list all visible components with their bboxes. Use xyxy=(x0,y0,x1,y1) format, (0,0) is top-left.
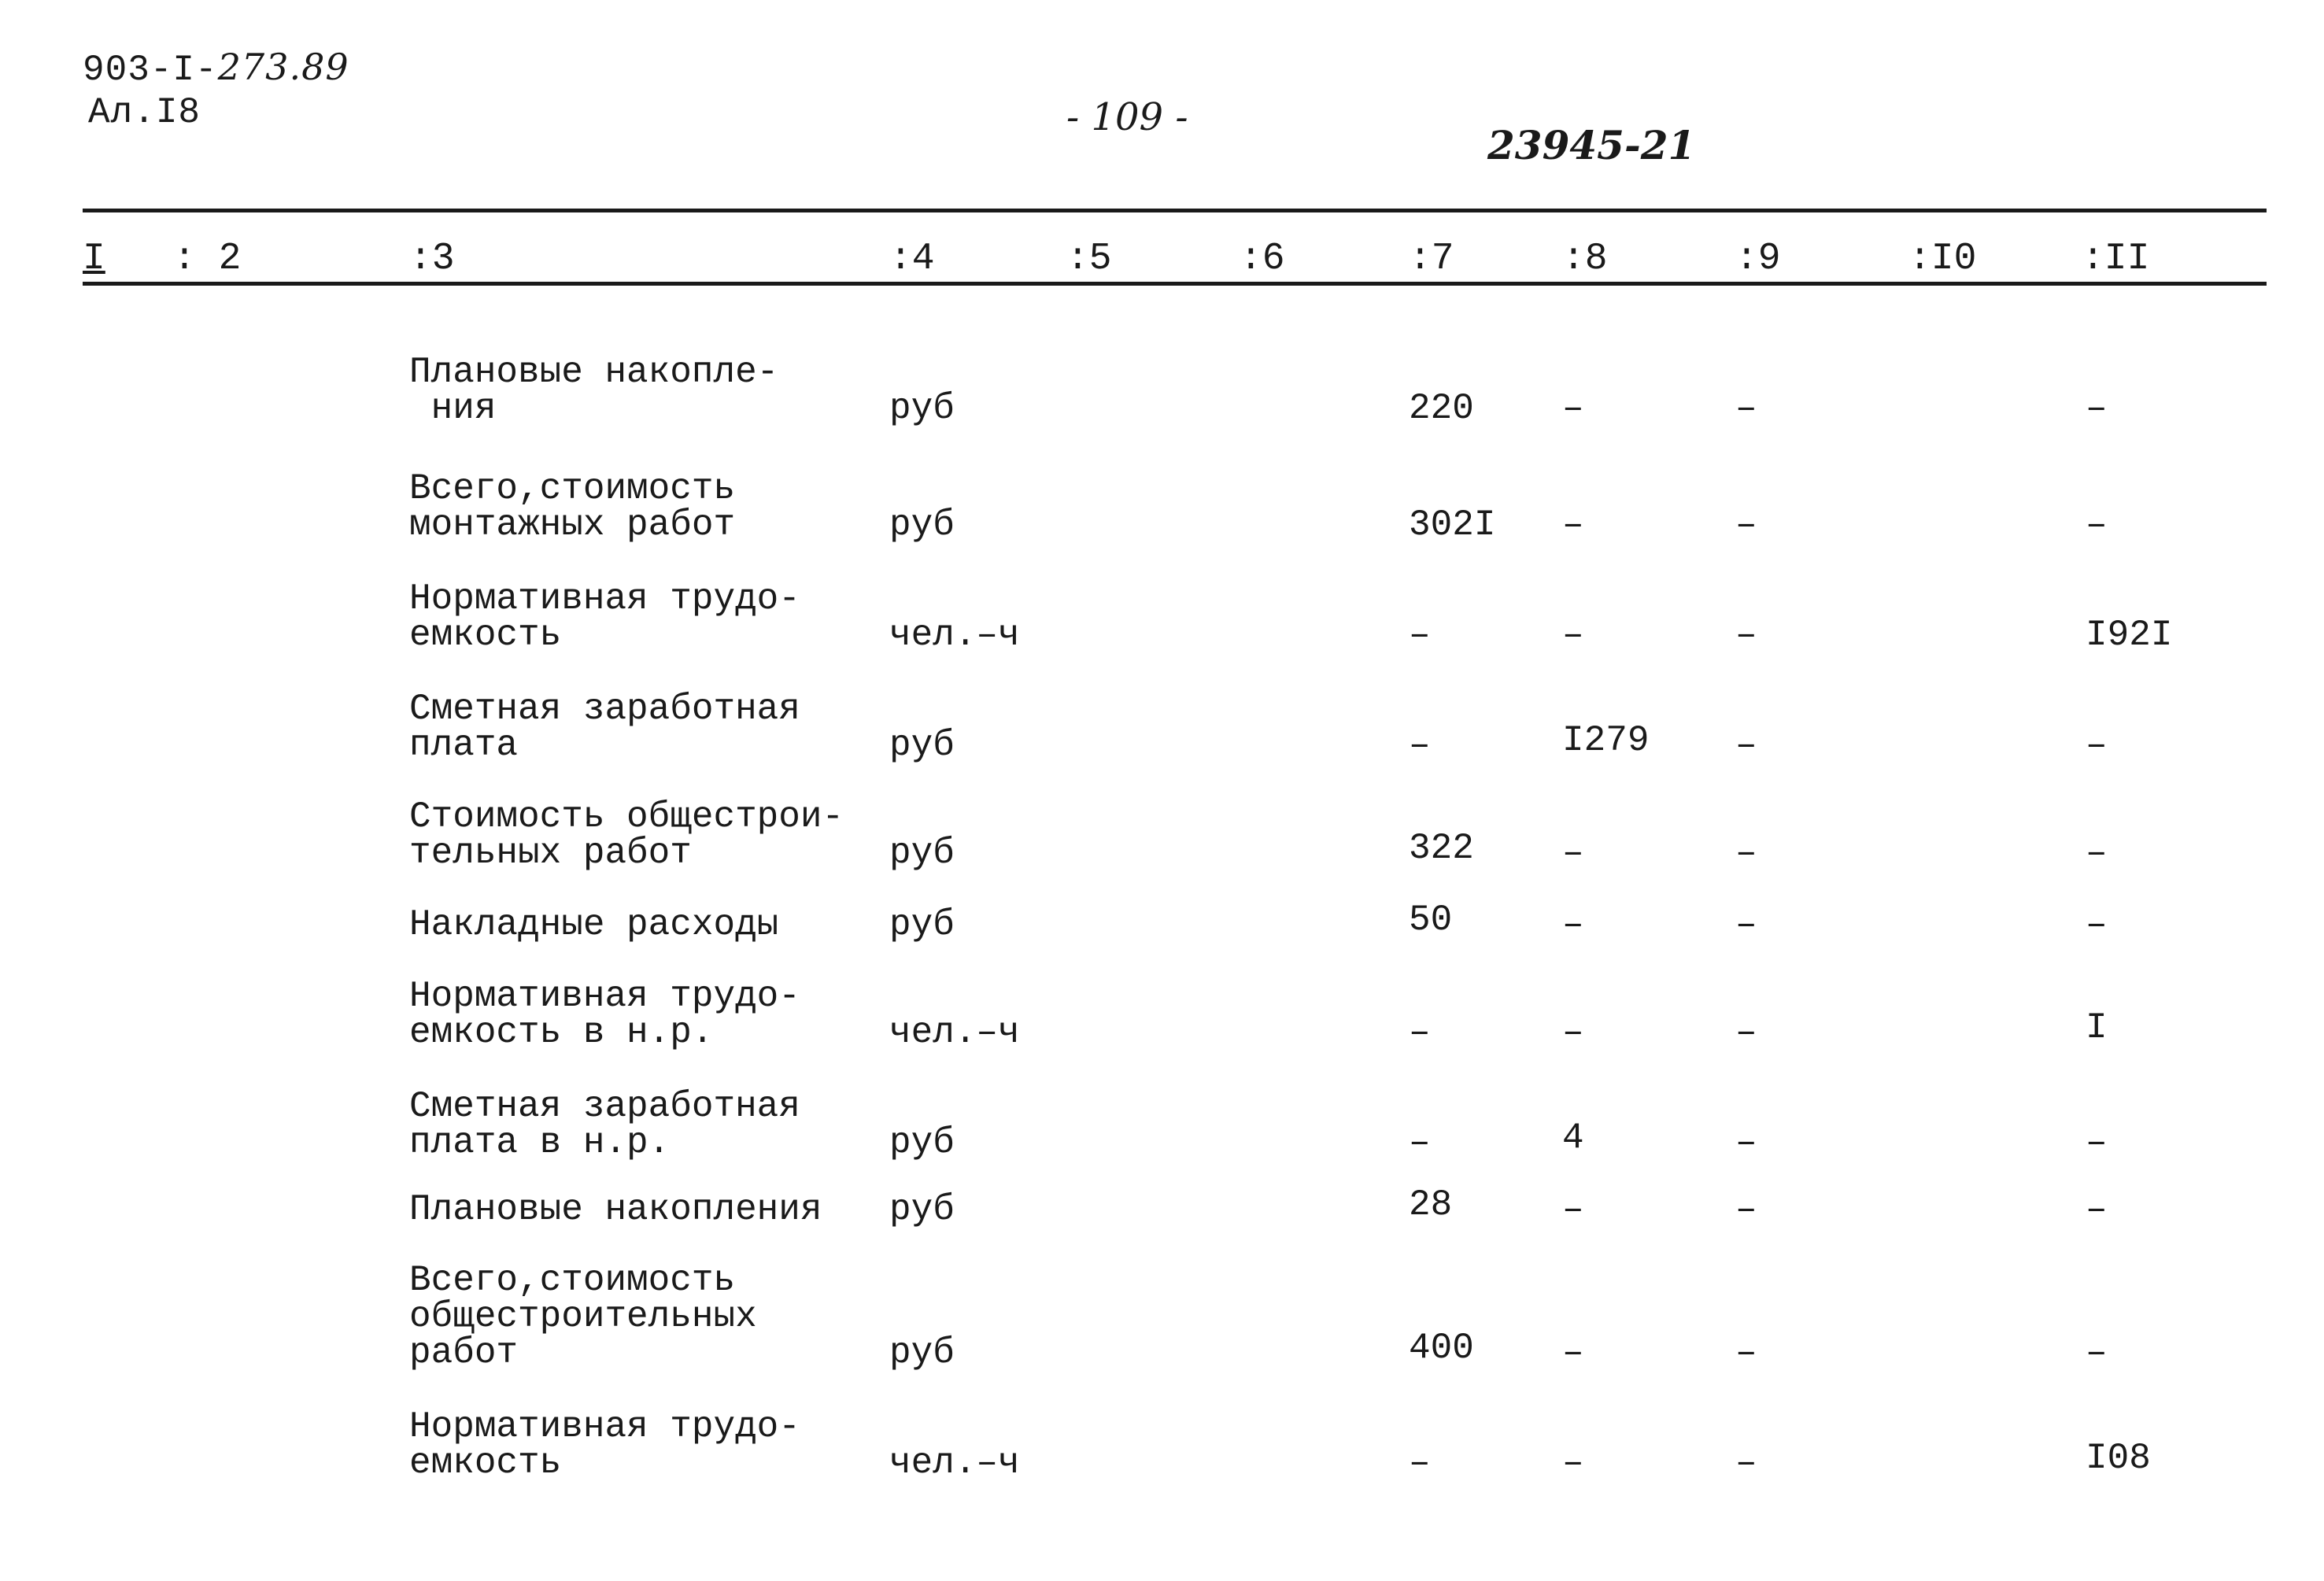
row-description: Плановые накопления xyxy=(409,1189,822,1230)
row-unit: руб xyxy=(889,904,955,945)
row-col7: 302I xyxy=(1409,504,1496,545)
row-description: Стоимость общестрои- тельных работ xyxy=(409,796,844,874)
row-col7: 322 xyxy=(1409,828,1474,869)
row-unit: руб xyxy=(889,388,955,429)
row-col9: – xyxy=(1735,1189,1757,1230)
row-col8: – xyxy=(1562,1012,1584,1053)
row-col7: – xyxy=(1409,1442,1431,1483)
row-description: Сметная заработная плата xyxy=(409,689,800,766)
row-unit: руб xyxy=(889,1122,955,1163)
row-description: Нормативная трудо- емкость xyxy=(409,578,800,656)
row-description: Всего,стоимость общестроительных работ xyxy=(409,1260,757,1373)
column-header-4: :4 xyxy=(889,238,935,280)
row-col7: – xyxy=(1409,1122,1431,1163)
row-col9: – xyxy=(1735,1332,1757,1373)
row-unit: руб xyxy=(889,504,955,545)
table-top-rule xyxy=(83,209,2267,212)
row-col8: – xyxy=(1562,904,1584,945)
row-description: Нормативная трудо- емкость xyxy=(409,1406,800,1483)
row-col9: – xyxy=(1735,904,1757,945)
column-header-10: :I0 xyxy=(1908,238,1977,280)
row-unit: чел.–ч xyxy=(889,1012,1020,1053)
row-col11: I92I xyxy=(2086,615,2173,656)
row-col7: – xyxy=(1409,1012,1431,1053)
row-col8: – xyxy=(1562,504,1584,545)
document-code-printed: 903-I- xyxy=(83,50,218,91)
column-header-8: :8 xyxy=(1562,238,1608,280)
column-header-7: :7 xyxy=(1409,238,1454,280)
row-col9: – xyxy=(1735,1012,1757,1053)
row-description: Накладные расходы xyxy=(409,904,779,945)
column-header-2: : 2 xyxy=(173,238,242,280)
row-col9: – xyxy=(1735,725,1757,766)
row-description: Нормативная трудо- емкость в н.р. xyxy=(409,976,800,1053)
page-number: - 109 - xyxy=(1066,95,1188,139)
row-col7: – xyxy=(1409,725,1431,766)
column-header-9: :9 xyxy=(1735,238,1781,280)
row-col7: 28 xyxy=(1409,1184,1453,1225)
row-col8: – xyxy=(1562,833,1584,874)
row-col8: I279 xyxy=(1562,720,1650,761)
row-col7: 220 xyxy=(1409,388,1474,429)
table-header-bottom-rule xyxy=(83,282,2267,286)
row-col9: – xyxy=(1735,1442,1757,1483)
row-unit: чел.–ч xyxy=(889,1442,1020,1483)
row-col8: – xyxy=(1562,388,1584,429)
row-col7: 400 xyxy=(1409,1328,1474,1369)
row-col11: – xyxy=(2086,1189,2108,1230)
row-col8: – xyxy=(1562,1442,1584,1483)
row-col8: 4 xyxy=(1562,1117,1584,1158)
row-col9: – xyxy=(1735,615,1757,656)
row-col8: – xyxy=(1562,615,1584,656)
row-unit: чел.–ч xyxy=(889,615,1020,656)
row-description: Всего,стоимость монтажных работ xyxy=(409,468,736,545)
column-header-3: :3 xyxy=(409,238,455,280)
row-unit: руб xyxy=(889,725,955,766)
row-col9: – xyxy=(1735,388,1757,429)
column-header-1: I xyxy=(83,238,105,280)
row-col11: – xyxy=(2086,1332,2108,1373)
row-unit: руб xyxy=(889,1189,955,1230)
document-code xyxy=(83,46,349,91)
row-unit: руб xyxy=(889,833,955,874)
document-code-handwritten: 273.89 xyxy=(217,46,349,88)
column-header-5: :5 xyxy=(1066,238,1112,280)
row-col9: – xyxy=(1735,833,1757,874)
row-description: Плановые накопле- ния xyxy=(409,352,779,429)
row-col9: – xyxy=(1735,504,1757,545)
row-description: Сметная заработная плата в н.р. xyxy=(409,1086,800,1163)
row-col11: – xyxy=(2086,1122,2108,1163)
row-col8: – xyxy=(1562,1332,1584,1373)
inventory-number: 23945-21 xyxy=(1487,122,1696,168)
album-label: Ал.I8 xyxy=(88,92,201,133)
row-col11: – xyxy=(2086,904,2108,945)
column-header-11: :II xyxy=(2082,238,2150,280)
row-col11: – xyxy=(2086,833,2108,874)
row-col11: I08 xyxy=(2086,1438,2151,1479)
column-header-6: :6 xyxy=(1240,238,1285,280)
row-col11: – xyxy=(2086,725,2108,766)
row-col8: – xyxy=(1562,1189,1584,1230)
row-col9: – xyxy=(1735,1122,1757,1163)
row-col11: – xyxy=(2086,388,2108,429)
row-col7: 50 xyxy=(1409,899,1453,940)
row-unit: руб xyxy=(889,1332,955,1373)
row-col11: – xyxy=(2086,504,2108,545)
row-col7: – xyxy=(1409,615,1431,656)
row-col11: I xyxy=(2086,1007,2108,1048)
